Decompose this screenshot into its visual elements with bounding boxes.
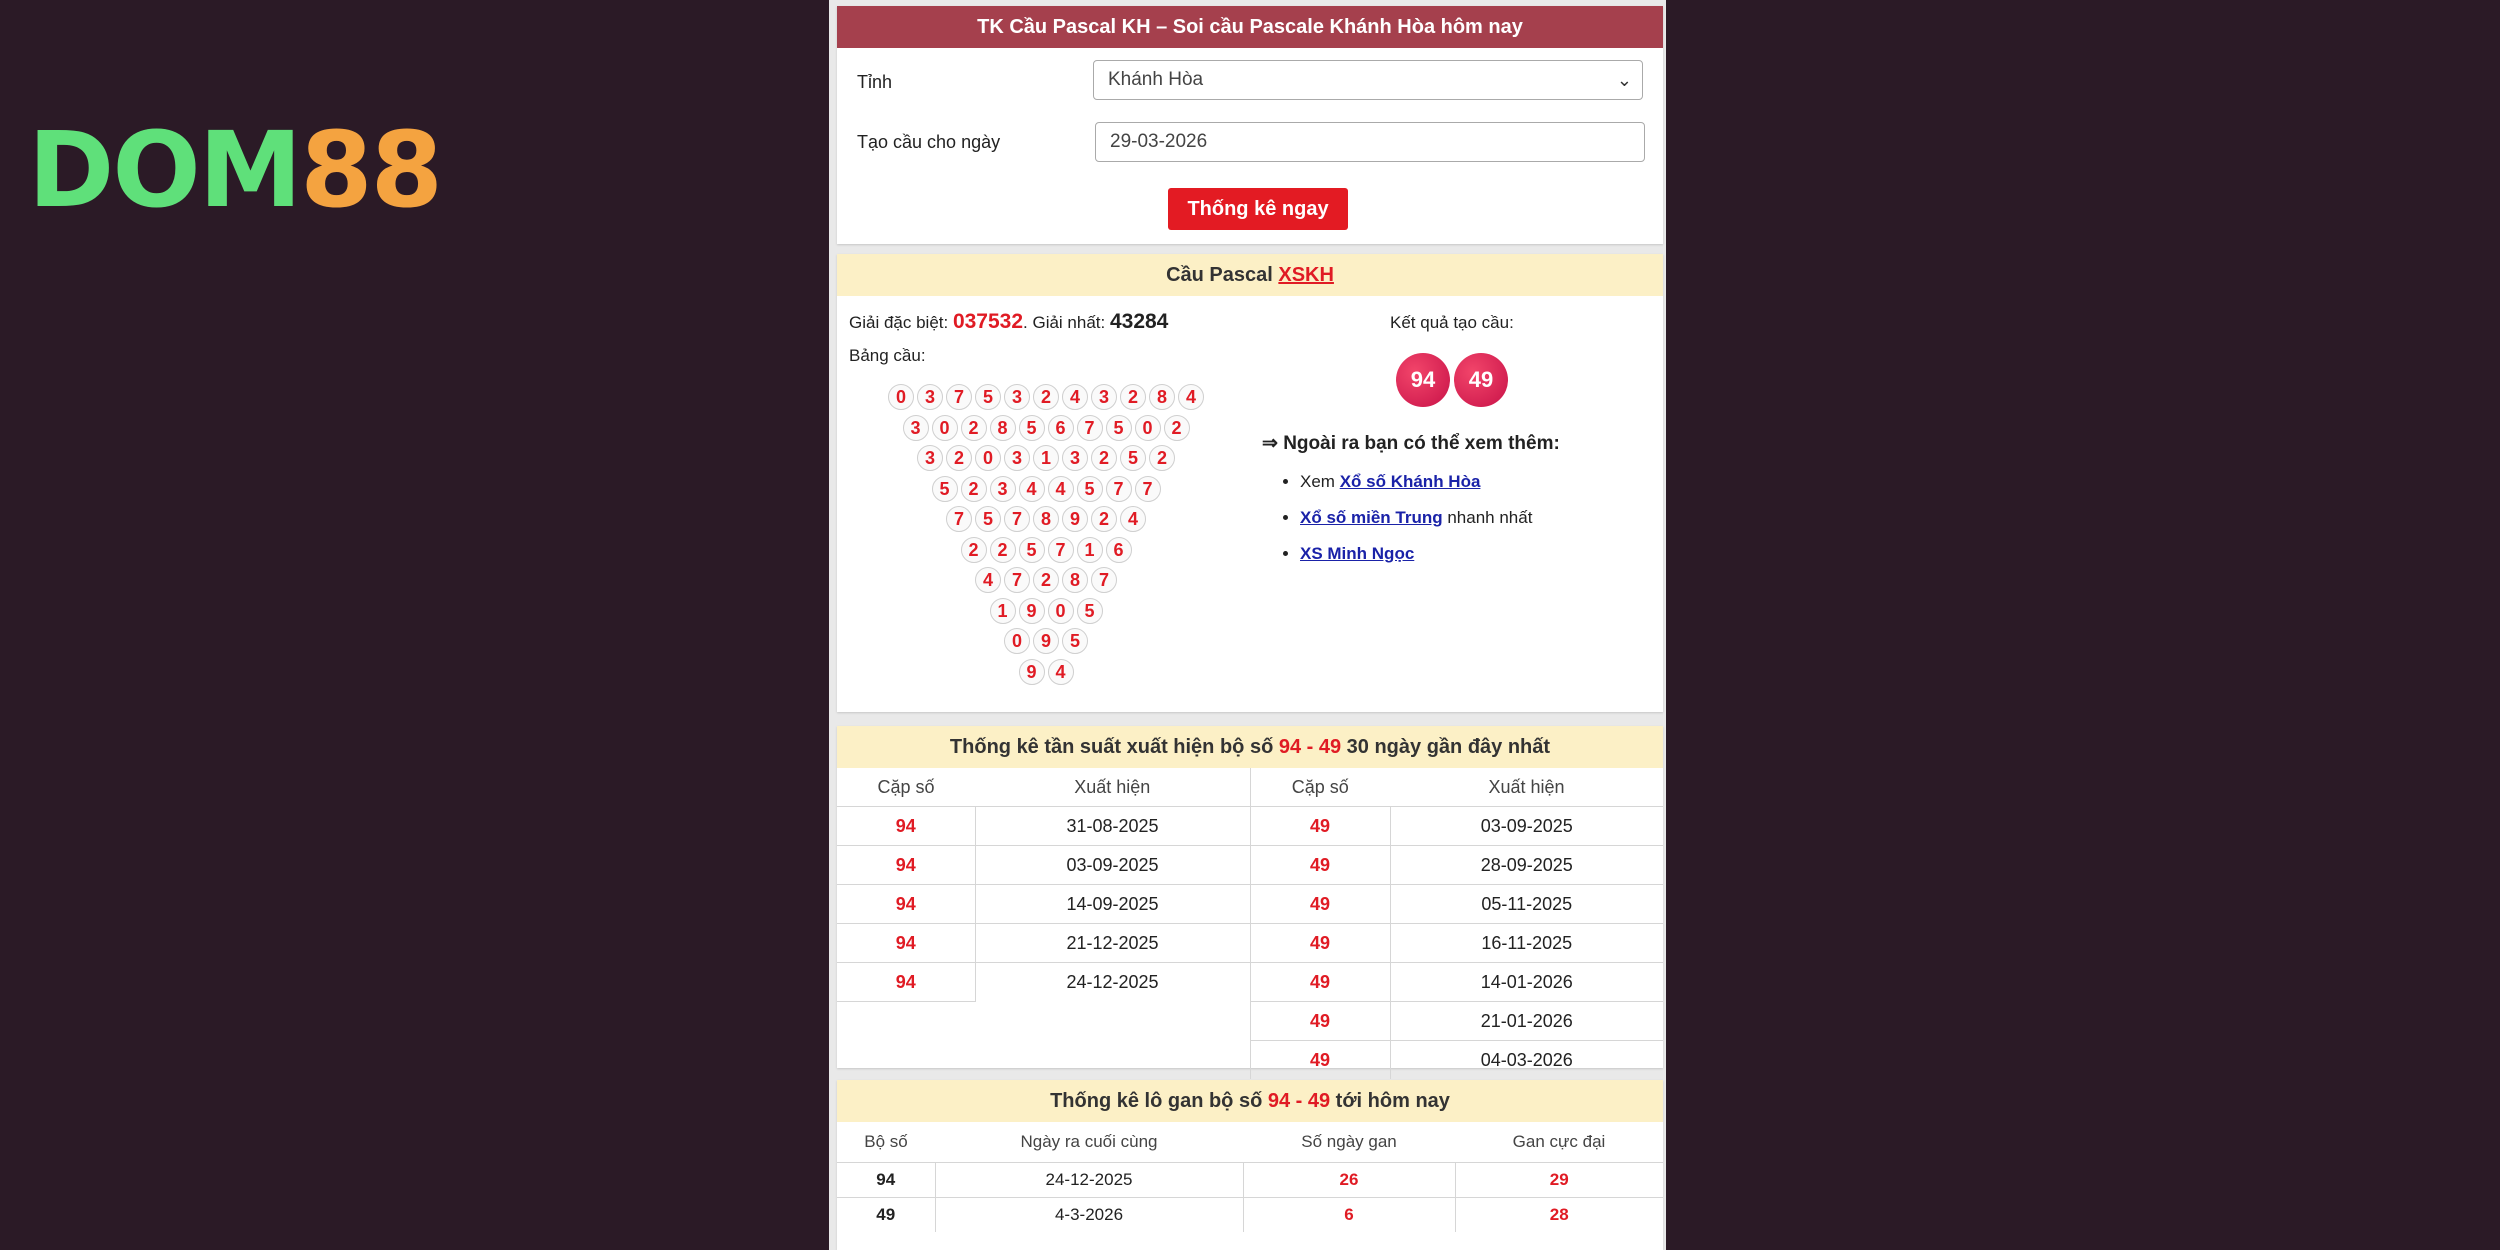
pascal-cell: 7 (946, 384, 972, 410)
pascal-cell: 7 (1106, 476, 1132, 502)
province-label: Tỉnh (857, 72, 893, 92)
result-ball: 94 (1396, 353, 1450, 407)
table-row (837, 963, 1663, 1002)
pair-cell: 94 (837, 924, 975, 963)
pascal-cell: 4 (1048, 659, 1074, 685)
pair-cell: 94 (837, 807, 975, 846)
date-cell: 21-12-2025 (975, 924, 1250, 963)
more-title: ⇒ Ngoài ra bạn có thể xem thêm: (1262, 433, 1560, 454)
col-header: Xuất hiện (1074, 776, 1151, 797)
pascal-cell: 7 (1048, 537, 1074, 563)
max-gan-cell: 29 (1455, 1163, 1663, 1198)
table-row (837, 1198, 1663, 1233)
pascal-cell: 7 (1004, 506, 1030, 532)
gan-title-suffix: tới hôm nay (1330, 1090, 1450, 1112)
date-cell: 16-11-2025 (1390, 924, 1663, 963)
pair-cell: 94 (837, 846, 975, 885)
pascal-cell: 3 (917, 445, 943, 471)
first-prize-label: . Giải nhất: (1023, 313, 1110, 332)
pascal-cell: 5 (1106, 415, 1132, 441)
pascal-cell: 2 (1033, 384, 1059, 410)
pair-cell: 94 (837, 963, 975, 1002)
pascal-cell: 2 (1149, 445, 1175, 471)
gan-days-cell: 26 (1243, 1163, 1455, 1198)
pascal-cell: 8 (1033, 506, 1059, 532)
pascal-cell: 5 (932, 476, 958, 502)
pascal-cell: 2 (1033, 567, 1059, 593)
link-xs-minh-ngoc[interactable]: XS Minh Ngọc (1300, 544, 1415, 563)
pascal-cell: 5 (1062, 628, 1088, 654)
list-item (1300, 500, 1532, 536)
chevron-down-icon: ⌄ (1616, 70, 1632, 90)
pascal-cell: 3 (1004, 445, 1030, 471)
pascal-cell: 4 (1019, 476, 1045, 502)
date-cell: 04-03-2026 (1390, 1041, 1663, 1080)
pascal-cell: 9 (1033, 628, 1059, 654)
col-header: Số ngày gan (1301, 1132, 1397, 1151)
pair-cell: 49 (1250, 1041, 1390, 1080)
date-cell: 28-09-2025 (1390, 846, 1663, 885)
pascal-cell: 0 (975, 445, 1001, 471)
col-header: Cặp số (1250, 768, 1390, 807)
table-row (837, 924, 1663, 963)
pascal-cell: 0 (1135, 415, 1161, 441)
special-prize-value: 037532 (952, 310, 1024, 333)
pascal-cell: 4 (1048, 476, 1074, 502)
gan-title (837, 1080, 1663, 1122)
pascal-cell: 3 (1091, 384, 1117, 410)
pair-cell: 94 (837, 885, 975, 924)
col-header: Gan cực đại (1512, 1132, 1606, 1151)
list-item (1300, 464, 1532, 500)
pair-cell: 49 (1250, 885, 1390, 924)
pascal-cell: 2 (1091, 506, 1117, 532)
link-suffix: nhanh nhất (1442, 508, 1533, 527)
table-row (837, 807, 1663, 846)
pascal-cell: 5 (1120, 445, 1146, 471)
date-cell: 21-01-2026 (1390, 1002, 1663, 1041)
logo-text-dom: DOM (28, 109, 301, 231)
col-header: Ngày ra cuối cùng (1020, 1132, 1158, 1151)
pascal-cell: 5 (1019, 537, 1045, 563)
table-row (837, 846, 1663, 885)
pascal-cell: 5 (1077, 598, 1103, 624)
freq-title-suffix: 30 ngày gần đây nhất (1341, 736, 1551, 758)
col-header: Bộ số (864, 1132, 908, 1151)
pascal-cell: 7 (946, 506, 972, 532)
table-row (837, 1041, 1663, 1080)
pascal-cell: 2 (961, 476, 987, 502)
frequency-table (837, 768, 1663, 1079)
pascal-cell: 8 (1062, 567, 1088, 593)
date-cell (975, 1002, 1250, 1041)
max-gan-cell: 28 (1455, 1198, 1663, 1233)
frequency-card (837, 726, 1663, 1068)
pascal-cell: 7 (1135, 476, 1161, 502)
form-title: TK Cầu Pascal KH – Soi cầu Pascale Khánh Hòa hôm nay (837, 6, 1663, 48)
special-prize-label: Giải đặc biệt: (849, 313, 953, 332)
pascal-cell: 0 (1004, 628, 1030, 654)
link-prefix: Xem (1300, 472, 1340, 491)
pair-cell (837, 1002, 975, 1041)
pair-cell: 49 (1250, 963, 1390, 1002)
col-header: Xuất hiện (1488, 776, 1565, 797)
last-date-cell: 24-12-2025 (935, 1163, 1243, 1198)
link-xo-so-khanh-hoa[interactable]: Xổ số Khánh Hòa (1339, 472, 1481, 491)
pascal-cell: 3 (990, 476, 1016, 502)
result-ball: 49 (1454, 353, 1508, 407)
pair-cell: 49 (1250, 1002, 1390, 1041)
gan-days-cell: 6 (1243, 1198, 1455, 1233)
date-cell: 03-09-2025 (975, 846, 1250, 885)
frequency-title (837, 726, 1663, 768)
date-input[interactable]: 29-03-2026 (1095, 122, 1645, 162)
pair-cell: 49 (1250, 924, 1390, 963)
pascal-cell: 0 (888, 384, 914, 410)
freq-title-pair: 94 - 49 (1278, 736, 1342, 758)
pascal-cell: 9 (1062, 506, 1088, 532)
pascal-cell: 5 (1019, 415, 1045, 441)
pascal-cell: 3 (1004, 384, 1030, 410)
pascal-cell: 2 (961, 537, 987, 563)
pascal-title (837, 254, 1663, 296)
list-item (1300, 536, 1532, 572)
pascal-cell: 2 (1120, 384, 1146, 410)
date-label: Tạo cầu cho ngày (857, 132, 1001, 152)
pascal-cell: 2 (1091, 445, 1117, 471)
pascal-cell: 0 (1048, 598, 1074, 624)
brand-logo (28, 109, 441, 231)
pascal-cell: 3 (903, 415, 929, 441)
gan-table (837, 1122, 1663, 1232)
pascal-cell: 1 (1033, 445, 1059, 471)
table-row (837, 1163, 1663, 1198)
pascal-cell: 2 (990, 537, 1016, 563)
date-cell: 14-01-2026 (1390, 963, 1663, 1002)
pascal-cell: 5 (975, 384, 1001, 410)
form-card (837, 6, 1663, 244)
table-row (837, 885, 1663, 924)
col-header: Cặp số (877, 776, 935, 797)
pair-cell (837, 1041, 975, 1080)
more-links (1280, 464, 1532, 572)
pascal-cell: 4 (1062, 384, 1088, 410)
pascal-cell: 6 (1106, 537, 1132, 563)
pascal-cell: 4 (1120, 506, 1146, 532)
date-cell: 03-09-2025 (1390, 807, 1663, 846)
pascal-cell: 2 (1164, 415, 1190, 441)
last-date-cell: 4-3-2026 (935, 1198, 1243, 1233)
pascal-card (837, 254, 1663, 712)
pascal-title-text: Cầu Pascal (1166, 264, 1279, 286)
pascal-cell: 0 (932, 415, 958, 441)
prize-line (849, 310, 1168, 334)
pascal-cell: 7 (1077, 415, 1103, 441)
pair-cell: 49 (837, 1198, 935, 1233)
submit-button[interactable]: Thống kê ngay (1168, 188, 1348, 230)
gan-title-prefix: Thống kê lô gan bộ số (1050, 1090, 1268, 1112)
gan-title-pair: 94 - 49 (1267, 1090, 1331, 1112)
pair-cell: 49 (1250, 807, 1390, 846)
pascal-cell: 1 (990, 598, 1016, 624)
pascal-cell: 5 (1077, 476, 1103, 502)
pascal-cell: 7 (1004, 567, 1030, 593)
province-select-value: Khánh Hòa (1108, 69, 1204, 90)
first-prize-value: 43284 (1109, 310, 1169, 333)
province-select[interactable] (1093, 60, 1643, 100)
logo-text-88: 88 (300, 109, 441, 231)
pascal-cell: 2 (961, 415, 987, 441)
result-label: Kết quả tạo cầu: (1390, 313, 1514, 332)
xskh-link[interactable]: XSKH (1278, 264, 1334, 286)
pascal-cell: 4 (1178, 384, 1204, 410)
date-cell: 31-08-2025 (975, 807, 1250, 846)
pascal-cell: 3 (917, 384, 943, 410)
date-cell (975, 1041, 1250, 1080)
table-row (837, 1002, 1663, 1041)
date-cell: 14-09-2025 (975, 885, 1250, 924)
pascal-cell: 9 (1019, 659, 1045, 685)
content-column (829, 0, 1666, 1250)
table-label: Bảng cầu: (849, 346, 926, 365)
pair-cell: 49 (1250, 846, 1390, 885)
pascal-cell: 8 (1149, 384, 1175, 410)
pascal-cell: 9 (1019, 598, 1045, 624)
freq-title-prefix: Thống kê tần suất xuất hiện bộ số (949, 736, 1279, 758)
pascal-cell: 6 (1048, 415, 1074, 441)
pair-cell: 94 (837, 1163, 935, 1198)
link-xo-so-mien-trung[interactable]: Xổ số miền Trung (1300, 508, 1443, 527)
pascal-cell: 3 (1062, 445, 1088, 471)
pascal-cell: 1 (1077, 537, 1103, 563)
pascal-cell: 7 (1091, 567, 1117, 593)
date-cell: 24-12-2025 (975, 963, 1250, 1002)
pascal-cell: 4 (975, 567, 1001, 593)
date-cell: 05-11-2025 (1390, 885, 1663, 924)
pascal-cell: 2 (946, 445, 972, 471)
gan-card (837, 1080, 1663, 1250)
pascal-cell: 8 (990, 415, 1016, 441)
pascal-cell: 5 (975, 506, 1001, 532)
